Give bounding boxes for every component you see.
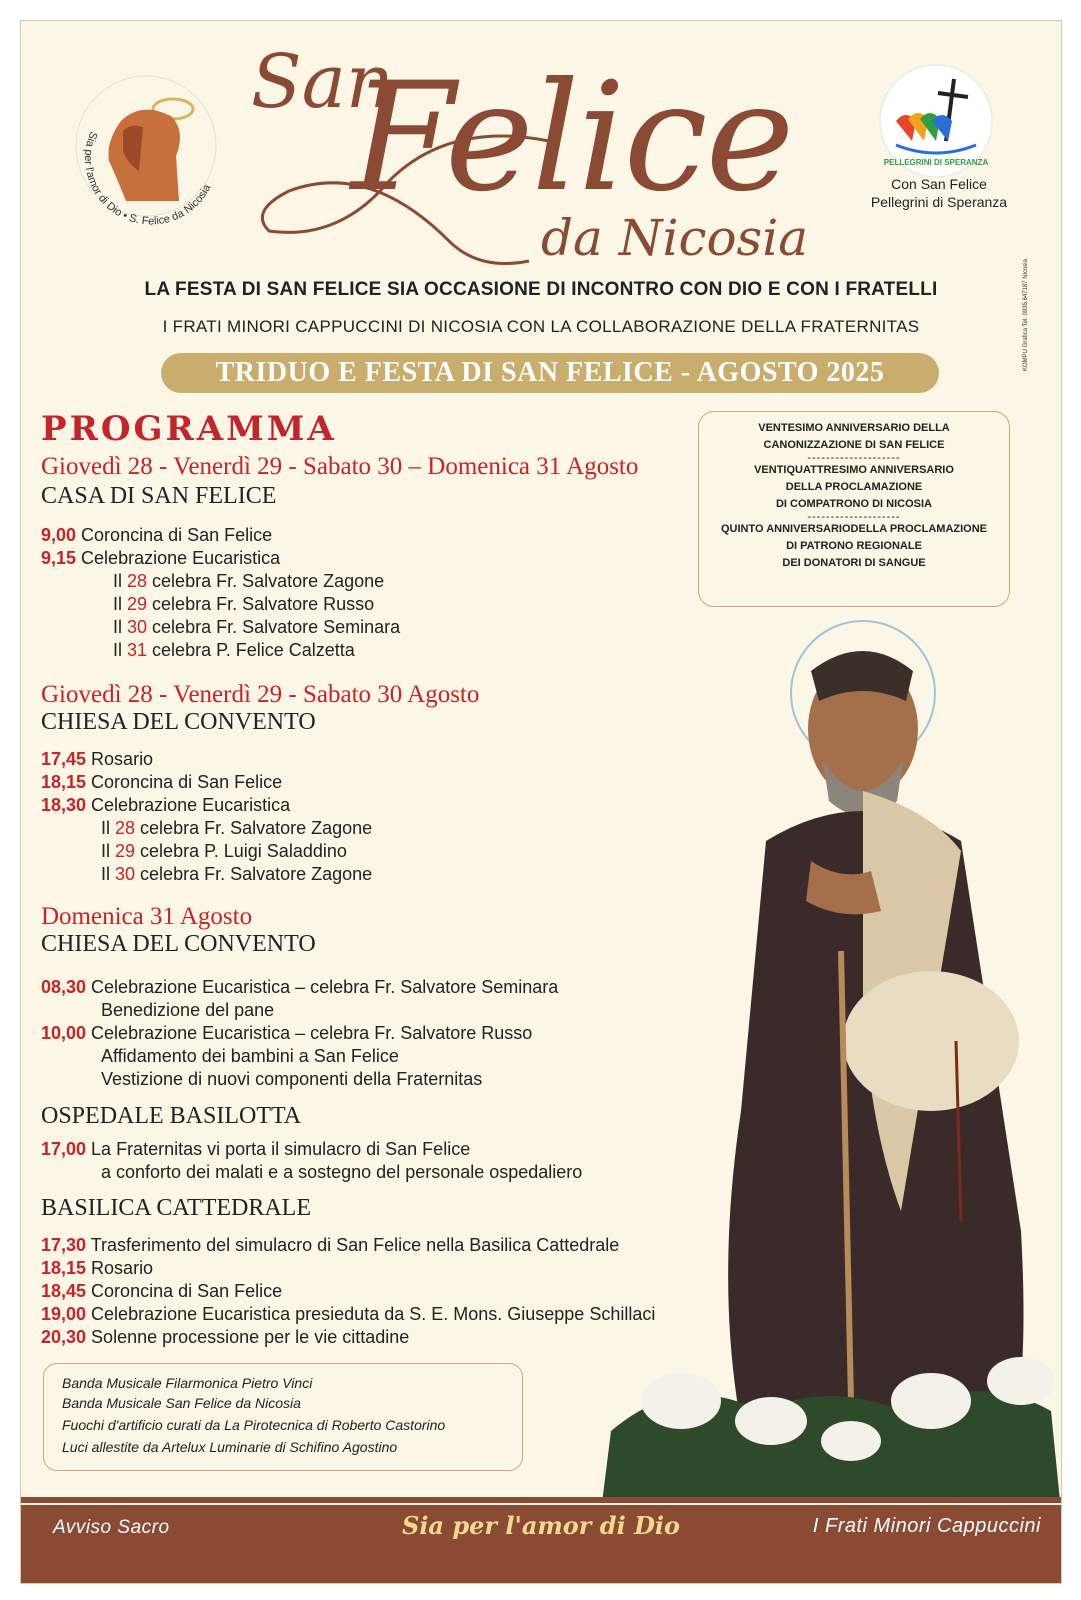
program-item: 18,30 Celebrazione Eucaristica (41, 795, 291, 815)
footer-motto: Sia per l'amor di Dio (401, 1511, 680, 1540)
section-date: Domenica 31 Agosto (41, 903, 253, 930)
program-subitem: Il 30 celebra Fr. Salvatore Seminara (113, 617, 401, 637)
program-item: 18,45 Coroncina di San Felice (41, 1281, 283, 1301)
subline: I FRATI MINORI CAPPUCCINI DI NICOSIA CON LA COLLABORAZIONE DELLA FRATERNITAS (162, 317, 920, 336)
section-date: Giovedì 28 - Venerdì 29 - Sabato 30 – Domenica 31 Agosto (41, 453, 639, 480)
event-banner: TRIDUO E FESTA DI SAN FELICE - AGOSTO 2025 (161, 353, 939, 393)
program-subitem: Il 30 celebra Fr. Salvatore Zagone (101, 864, 373, 884)
jubilee-logo-icon (876, 61, 996, 181)
anniv-line: DI PATRONO REGIONALE (786, 540, 922, 552)
saint-statue-image (601, 611, 1061, 1511)
section-place: BASILICA CATTEDRALE (41, 1195, 311, 1221)
program-item: 20,30 Solenne processione per le vie cittadine (41, 1327, 410, 1347)
poster (20, 20, 1062, 1584)
anniv-line: VENTESIMO ANNIVERSARIO DELLA (758, 422, 950, 434)
jubilee-caption (841, 175, 1037, 211)
credits-box (43, 1363, 523, 1471)
programma-heading: PROGRAMMA (41, 409, 337, 449)
program-item: 9,00 Coroncina di San Felice (41, 525, 273, 545)
credit-line: Banda Musicale San Felice da Nicosia (62, 1395, 301, 1411)
program-subitem: Vestizione di nuovi componenti della Fraternitas (101, 1069, 483, 1089)
section-cattedrale (41, 1195, 655, 1349)
program-item: 10,00 Celebrazione Eucaristica – celebra Fr. Salvatore Russo (41, 1023, 533, 1043)
program-item: 17,45 Rosario (41, 749, 154, 769)
program-item: 18,15 Coroncina di San Felice (41, 772, 283, 792)
program-item: 17,00 La Fraternitas vi porta il simulacro di San Felice (41, 1139, 471, 1159)
anniv-line: DI COMPATRONO DI NICOSIA (775, 498, 933, 510)
section-place: CASA DI SAN FELICE (41, 483, 277, 509)
printer-credit: KOMPU Grafica Tel. 0935.647187 Nicosia (1023, 259, 1029, 371)
anniversary-box (698, 411, 1010, 607)
section-casa (41, 453, 638, 662)
anniv-line: QUINTO ANNIVERSARIODELLA PROCLAMAZIONE (720, 523, 988, 535)
footer-right: I Frati Minori Cappuccini (812, 1515, 1041, 1537)
section-convento-triduo (41, 681, 479, 886)
program-item: 08,30 Celebrazione Eucaristica – celebra Fr. Salvatore Seminara (41, 977, 559, 997)
section-date: Giovedì 28 - Venerdì 29 - Sabato 30 Agosto (41, 681, 480, 708)
section-place: CHIESA DEL CONVENTO (41, 931, 316, 957)
svg-text:PELLEGRINI DI SPERANZA: PELLEGRINI DI SPERANZA (883, 158, 989, 167)
credit-line: Fuochi d'artificio curati da La Pirotecnica di Roberto Castorino (62, 1417, 446, 1433)
program-subitem: Affidamento dei bambini a San Felice (101, 1046, 399, 1066)
program-subitem: Benedizione del pane (101, 1000, 275, 1020)
program-subitem: a conforto dei malati e a sostegno del personale ospedaliero (101, 1162, 583, 1182)
program-item: 19,00 Celebrazione Eucaristica presieduta da S. E. Mons. Giuseppe Schillaci (41, 1304, 656, 1324)
section-place: CHIESA DEL CONVENTO (41, 709, 316, 735)
program-subitem: Il 31 celebra P. Felice Calzetta (113, 640, 355, 660)
title-san: San (251, 39, 394, 125)
program-item: 9,15 Celebrazione Eucaristica (41, 548, 281, 568)
anniv-line: CANONIZZAZIONE DI SAN FELICE (763, 439, 945, 451)
headline: LA FESTA DI SAN FELICE SIA OCCASIONE DI INCONTRO CON DIO E CON I FRATELLI (144, 279, 938, 300)
credit-line: Banda Musicale Filarmonica Pietro Vinci (62, 1375, 313, 1391)
program-item: 18,15 Rosario (41, 1258, 154, 1278)
credit-line: Luci allestite da Artelux Luminarie di Schifino Agostino (62, 1439, 398, 1455)
program-subitem: Il 29 celebra Fr. Salvatore Russo (113, 594, 375, 614)
section-convento-domenica (41, 903, 558, 1091)
saint-silhouette-icon (61, 61, 231, 231)
anniv-separator: -------------------- (807, 452, 901, 464)
program-subitem: Il 28 celebra Fr. Salvatore Zagone (113, 571, 385, 591)
footer-divider (21, 1503, 1061, 1505)
program-subitem: Il 28 celebra Fr. Salvatore Zagone (101, 818, 373, 838)
footer-left: Avviso Sacro (53, 1517, 170, 1538)
anniv-separator: -------------------- (807, 511, 901, 523)
anniv-line: DEI DONATORI DI SANGUE (782, 557, 926, 569)
section-ospedale (41, 1103, 582, 1184)
program-item: 17,30 Trasferimento del simulacro di San Felice nella Basilica Cattedrale (41, 1235, 620, 1255)
anniv-line: DELLA PROCLAMAZIONE (785, 481, 923, 493)
title-felice: Felice (351, 51, 793, 225)
jubilee-caption-line1: Con San Felice (891, 176, 987, 192)
title-nicosia: da Nicosia (541, 209, 809, 267)
jubilee-caption-line2: Pellegrini di Speranza (870, 194, 1008, 210)
section-place: OSPEDALE BASILOTTA (41, 1103, 302, 1129)
footer-bar (21, 1497, 1061, 1583)
svg-text:Sia per l'amor di Dio • S. Fel: Sia per l'amor di Dio • S. Felice da Nicosia (81, 129, 214, 228)
program-subitem: Il 29 celebra P. Luigi Saladdino (101, 841, 347, 861)
anniv-line: VENTIQUATTRESIMO ANNIVERSARIO (754, 464, 954, 476)
